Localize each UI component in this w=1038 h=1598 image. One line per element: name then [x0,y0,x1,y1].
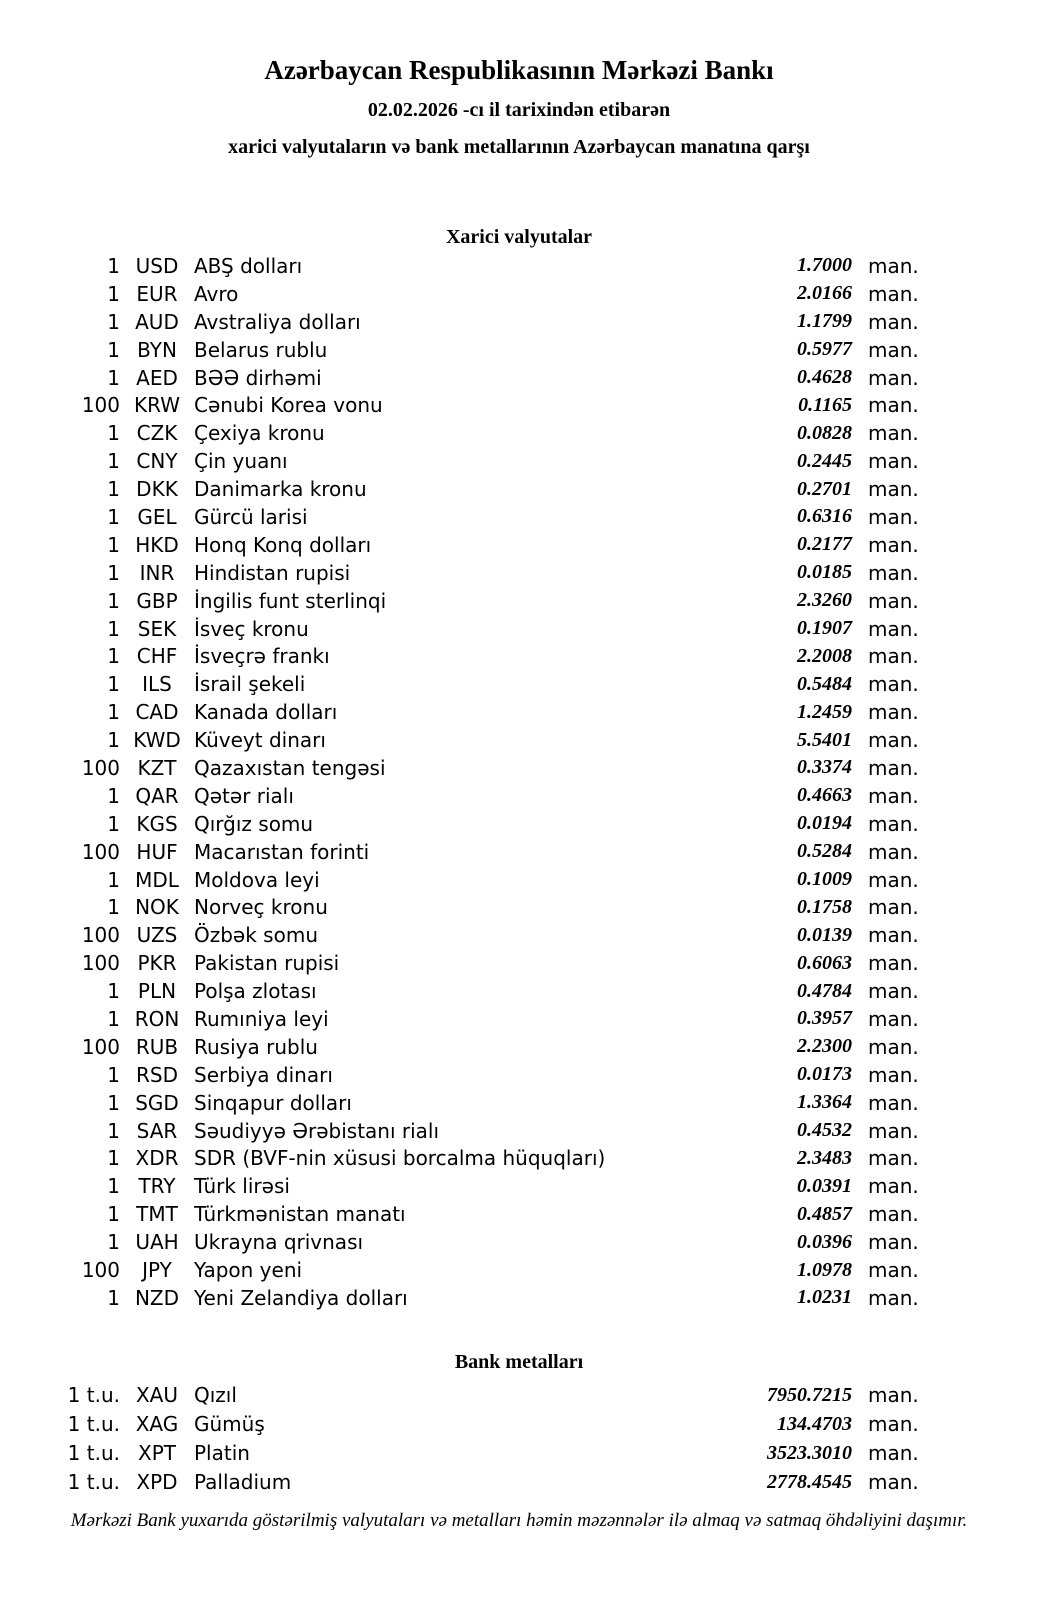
metal-code: XPT [138,1441,176,1466]
currency-quantity: 1 [107,1174,120,1199]
currency-row [0,670,932,698]
metal-quantity: 1 t.u. [67,1383,120,1408]
currency-quantity: 1 [107,1285,120,1310]
metal-rate: 2778.4545 [767,1470,852,1493]
currency-code: UZS [136,923,178,948]
currency-quantity: 1 [107,1230,120,1255]
currency-unit: man. [868,1146,919,1171]
currency-row [0,810,932,838]
currency-unit: man. [868,449,919,474]
currency-quantity: 100 [81,839,120,864]
currency-unit: man. [868,393,919,418]
currency-unit: man. [868,895,919,920]
currency-rate: 0.3374 [797,756,852,779]
currency-name: Rusiya rublu [194,1034,318,1059]
currency-name: Rumıniya leyi [194,1006,329,1031]
currency-unit: man. [868,1006,919,1031]
currency-quantity: 1 [107,1090,120,1115]
currency-rate: 0.1165 [798,393,852,416]
currency-quantity: 100 [81,951,120,976]
currency-code: INR [139,560,175,585]
currency-rate: 0.1009 [797,868,852,891]
currency-row [0,1145,932,1173]
currency-rate: 2.2008 [797,644,852,667]
currency-row [0,1228,932,1256]
currency-row [0,977,932,1005]
currency-unit: man. [868,1118,919,1143]
metal-name: Palladium [194,1470,292,1495]
currency-name: Kanada dolları [194,700,338,725]
currency-name: Macarıstan forinti [194,839,370,864]
currency-unit: man. [868,337,919,362]
currency-name: İngilis funt sterlinqi [194,588,387,613]
currency-unit: man. [868,365,919,390]
currency-code: BYN [137,337,177,362]
currency-rate: 0.6316 [797,505,852,528]
currency-name: Danimarka kronu [194,477,367,502]
currency-code: JPY [142,1258,172,1282]
currency-quantity: 100 [81,393,120,418]
currency-unit: man. [868,700,919,725]
currency-quantity: 100 [81,1034,120,1059]
currencies-table [0,252,932,1312]
currency-quantity: 1 [107,783,120,808]
currency-rate: 0.0173 [797,1063,852,1086]
currency-unit: man. [868,1062,919,1087]
currency-unit: man. [868,1230,919,1255]
currency-unit: man. [868,811,919,836]
metal-quantity: 1 t.u. [67,1470,120,1495]
currency-unit: man. [868,1258,919,1282]
metal-name: Platin [194,1441,250,1466]
page-subtitle: xarici valyutaların və bank metallarının Azərbaycan manatına qarşı [228,136,810,158]
currency-row [0,782,932,810]
currency-rate: 0.0139 [797,923,852,946]
currency-name: Özbək somu [194,923,318,948]
currency-name: SDR (BVF-nin xüsusi borcalma hüquqları) [194,1146,606,1171]
currency-quantity: 1 [107,1062,120,1087]
currency-row [0,531,932,559]
effective-date-line: 02.02.2026 -cı il tarixindən etibarən [367,99,671,121]
currency-row [0,252,932,280]
currency-row [0,419,932,447]
currency-name: Cənubi Korea vonu [194,393,383,418]
currency-name: Küveyt dinarı [194,728,326,753]
currency-name: İsveçrə frankı [194,644,330,669]
currencies-section-title: Xarici valyutalar [445,226,593,248]
currency-name: İsveç kronu [194,616,309,641]
currency-rate: 0.5484 [797,672,852,695]
currency-row [0,893,932,921]
currency-rate: 0.4857 [797,1202,852,1225]
currency-quantity: 1 [107,588,120,613]
currency-code: SAR [136,1118,178,1143]
currency-code: CAD [135,700,179,725]
currency-quantity: 1 [107,616,120,641]
currency-quantity: 1 [107,421,120,446]
currency-quantity: 1 [107,281,120,306]
currency-row [0,559,932,587]
currency-code: AUD [135,309,179,334]
currency-name: ABŞ dolları [194,253,303,278]
currency-rate: 0.4628 [797,366,852,388]
currency-row [0,1005,932,1033]
currency-row [0,391,932,419]
currency-code: UAH [135,1230,179,1255]
currency-code: HUF [136,839,178,864]
currency-unit: man. [868,783,919,808]
currency-unit: man. [868,839,919,864]
currency-row [0,838,932,866]
metal-row [0,1468,932,1497]
currency-code: KWD [133,728,181,753]
currency-code: AED [136,365,178,390]
currency-unit: man. [868,1285,919,1310]
currency-row [0,949,932,977]
currency-unit: man. [868,867,919,892]
metal-rate: 3523.3010 [767,1441,852,1464]
currency-name: Sinqapur dolları [194,1090,352,1115]
currency-code: SEK [137,616,177,641]
currency-rate: 0.1907 [797,617,852,640]
currency-code: RON [134,1006,180,1031]
currency-name: Çin yuanı [194,449,288,474]
metal-rate: 7950.7215 [767,1383,852,1406]
currency-quantity: 1 [107,253,120,278]
currency-row [0,866,932,894]
metal-code: XAG [135,1412,179,1437]
currency-rate: 1.7000 [797,254,852,277]
currency-quantity: 1 [107,560,120,585]
currency-rate: 0.4532 [797,1119,852,1142]
currency-unit: man. [868,755,919,780]
currency-name: Ukrayna qrivnası [194,1230,364,1255]
currency-rate: 1.3364 [797,1091,852,1114]
metal-unit: man. [868,1441,919,1466]
currency-rate: 0.6063 [797,951,852,974]
currency-name: Qazaxıstan tengəsi [194,755,386,780]
currency-name: Yeni Zelandiya dolları [194,1285,408,1310]
currency-name: Türk lirəsi [194,1174,290,1199]
currency-name: Avstraliya dolları [194,309,361,334]
metals-section-title: Bank metalları [454,1350,584,1373]
currency-name: Belarus rublu [194,337,328,362]
currency-rate: 0.5284 [797,840,852,863]
currency-unit: man. [868,253,919,278]
metals-table [0,1381,932,1497]
page-title: Azərbaycan Respublikasının Mərkəzi Bankı [264,55,774,85]
currency-name: Qətər rialı [194,783,294,808]
currency-quantity: 1 [107,1006,120,1031]
currency-code: NOK [135,895,179,920]
currency-unit: man. [868,504,919,529]
currency-name: Səudiyyə Ərəbistanı rialı [194,1118,440,1143]
currency-unit: man. [868,672,919,697]
currency-rate: 0.0391 [797,1174,852,1197]
currency-name: Qırğız somu [194,811,314,836]
currency-code: MDL [135,867,179,892]
currency-rate: 0.0396 [797,1230,852,1253]
currency-rate: 1.0978 [797,1258,852,1281]
metal-name: Gümüş [194,1412,265,1437]
currency-code: QAR [135,783,179,808]
currency-rate: 2.0166 [797,282,852,305]
currency-row [0,754,932,782]
currency-row [0,280,932,308]
currency-unit: man. [868,477,919,502]
currency-code: HKD [135,532,179,557]
currency-unit: man. [868,532,919,557]
metal-quantity: 1 t.u. [67,1412,120,1437]
currency-quantity: 100 [81,1258,120,1282]
currency-unit: man. [868,560,919,585]
currency-unit: man. [868,588,919,613]
currency-rate: 0.0828 [797,421,852,444]
currency-row [0,1284,932,1312]
currency-row [0,1033,932,1061]
currency-rate: 0.2445 [797,449,852,472]
currency-code: KGS [136,811,178,836]
currency-unit: man. [868,309,919,334]
currency-unit: man. [868,1034,919,1059]
currency-code: PKR [137,951,177,976]
currency-row [0,587,932,615]
currency-code: CHF [136,644,178,669]
currency-rate: 5.5401 [797,728,852,751]
metal-name: Qızıl [194,1383,237,1408]
currency-row [0,1089,932,1117]
currency-name: Norveç kronu [194,895,328,920]
currency-rate: 0.4784 [797,979,852,1002]
currency-quantity: 1 [107,672,120,697]
currency-quantity: 1 [107,811,120,836]
currency-unit: man. [868,644,919,669]
currency-rate: 0.0194 [797,812,852,835]
currency-row [0,364,932,392]
currency-quantity: 1 [107,1146,120,1171]
currency-name: Yapon yeni [194,1258,303,1282]
currency-code: CNY [136,449,178,474]
currency-unit: man. [868,1174,919,1199]
currency-quantity: 1 [107,449,120,474]
currency-unit: man. [868,1090,919,1115]
currency-unit: man. [868,281,919,306]
currency-rate: 0.2177 [797,533,852,556]
currency-row [0,921,932,949]
currency-quantity: 1 [107,365,120,390]
currency-row [0,447,932,475]
currency-code: GEL [137,504,177,529]
metal-row [0,1381,932,1410]
currency-unit: man. [868,979,919,1004]
currency-rate: 0.3957 [797,1007,852,1030]
currency-code: KZT [137,755,177,780]
currency-code: GBP [136,588,178,613]
currency-name: BƏƏ dirhəmi [194,365,322,390]
currency-quantity: 100 [81,755,120,780]
currency-code: USD [135,253,179,278]
currency-code: EUR [136,281,178,306]
currency-name: Moldova leyi [194,867,320,892]
currency-quantity: 1 [107,979,120,1004]
metal-rate: 134.4703 [777,1412,852,1435]
currency-row [0,1172,932,1200]
currency-quantity: 1 [107,700,120,725]
currency-row [0,698,932,726]
currency-quantity: 1 [107,1118,120,1143]
currency-code: RSD [136,1062,178,1087]
currency-unit: man. [868,923,919,948]
currency-rate: 0.0185 [797,561,852,584]
currency-code: NZD [134,1285,180,1310]
currency-rate: 2.3483 [797,1146,852,1169]
currency-name: Honq Konq dolları [194,532,372,557]
metal-code: XPD [136,1470,178,1495]
currency-code: KRW [134,393,180,418]
metal-row [0,1410,932,1439]
currency-name: Çexiya kronu [194,421,325,446]
currency-quantity: 1 [107,644,120,669]
currency-name: Pakistan rupisi [194,951,340,976]
currency-code: CZK [136,421,178,446]
currency-name: Gürcü larisi [194,504,308,529]
currency-row [0,615,932,643]
currency-code: SGD [135,1090,179,1115]
currency-row [0,1200,932,1228]
currency-quantity: 1 [107,337,120,362]
currency-code: RUB [135,1034,179,1059]
currency-row [0,308,932,336]
currency-name: İsrail şekeli [194,672,306,697]
currency-code: TMT [136,1202,178,1227]
currency-quantity: 100 [81,923,120,948]
metal-code: XAU [135,1383,179,1408]
currency-quantity: 1 [107,728,120,753]
currency-name: Avro [194,281,239,306]
currency-row [0,642,932,670]
currency-rate: 2.3260 [797,589,852,612]
currency-code: XDR [135,1146,179,1171]
currency-code: ILS [142,672,172,697]
metal-unit: man. [868,1383,919,1408]
currency-row [0,1117,932,1145]
currency-quantity: 1 [107,532,120,557]
currency-row [0,1061,932,1089]
currency-unit: man. [868,951,919,976]
metal-unit: man. [868,1470,919,1495]
currency-quantity: 1 [107,477,120,502]
currency-unit: man. [868,616,919,641]
currency-name: Türkmənistan manatı [194,1202,406,1227]
currency-unit: man. [868,421,919,446]
currency-rate: 1.1799 [797,310,852,333]
currency-quantity: 1 [107,309,120,334]
currency-name: Hindistan rupisi [194,560,351,585]
currency-row [0,726,932,754]
currency-quantity: 1 [107,504,120,529]
currency-code: PLN [137,979,177,1004]
currency-row [0,503,932,531]
currency-code: TRY [138,1174,176,1199]
currency-row [0,1256,932,1284]
currency-quantity: 1 [107,867,120,892]
currency-quantity: 1 [107,895,120,920]
currency-rate: 0.1758 [797,895,852,918]
disclaimer-note: Mərkəzi Bank yuxarıda göstərilmiş valyutaları və metalları həmin məzənnələr ilə almaq və satmaq öhdəliyini daşımır. [70,1509,968,1531]
currency-name: Polşa zlotası [194,979,317,1004]
currency-quantity: 1 [107,1202,120,1227]
currency-row [0,475,932,503]
currency-unit: man. [868,728,919,753]
currency-unit: man. [868,1202,919,1227]
metal-unit: man. [868,1412,919,1437]
currency-row [0,336,932,364]
currency-code: DKK [136,477,178,502]
currency-rate: 0.5977 [797,338,852,361]
currency-rate: 0.4663 [797,784,852,807]
metal-quantity: 1 t.u. [67,1441,120,1466]
currency-name: Serbiya dinarı [194,1062,333,1087]
metal-row [0,1439,932,1468]
currency-rate: 2.2300 [797,1035,852,1058]
currency-rate: 1.2459 [797,700,852,723]
currency-rate: 1.0231 [797,1286,852,1309]
currency-rate: 0.2701 [797,477,852,500]
